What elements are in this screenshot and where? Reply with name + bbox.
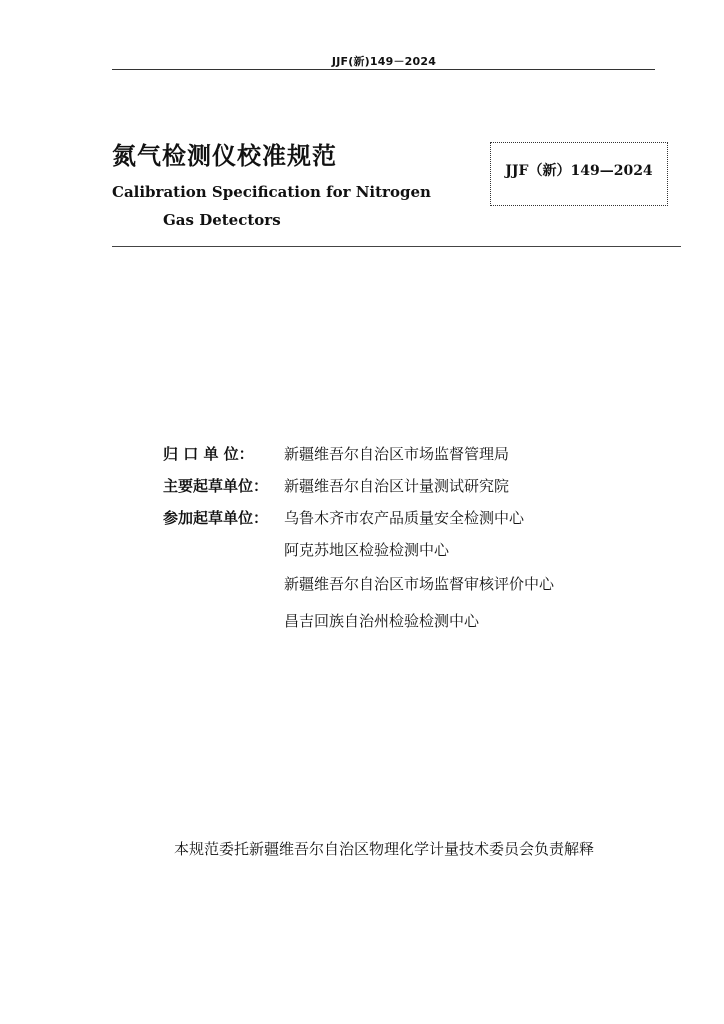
organizations-block (163, 438, 554, 640)
document-title-english (112, 178, 432, 234)
running-header: JJF(新)149－2024 (331, 55, 437, 68)
responsible-unit-label: 归 口 单 位： (163, 445, 254, 463)
english-title-line-1: Calibration Specification for Nitrogen (112, 183, 431, 201)
participating-unit-value-2: 阿克苏地区检验检测中心 (284, 541, 450, 559)
english-title-line-2: Gas Detectors (163, 211, 281, 229)
main-drafting-unit-value: 新疆维吾尔自治区计量测试研究院 (284, 477, 510, 495)
participating-unit-row (163, 502, 554, 534)
main-drafting-unit-label: 主要起草单位： (163, 477, 269, 495)
main-drafting-unit-row (163, 470, 554, 502)
responsible-unit-row (163, 438, 554, 470)
interpretation-note: 本规范委托新疆维吾尔自治区物理化学计量技术委员会负责解释 (173, 840, 594, 858)
document-title-chinese: 氮气检测仪校准规范 (112, 142, 337, 170)
title-divider (112, 246, 681, 247)
participating-unit-value-1: 乌鲁木齐市农产品质量安全检测中心 (284, 509, 525, 527)
participating-unit-value-4: 昌吉回族自治州检验检测中心 (284, 612, 480, 630)
participating-unit-value-3: 新疆维吾尔自治区市场监督审核评价中心 (284, 575, 555, 593)
participating-unit-label: 参加起草单位： (163, 509, 269, 527)
responsible-unit-value: 新疆维吾尔自治区市场监督管理局 (284, 445, 510, 463)
specification-code-box (490, 142, 668, 206)
specification-code: JJF（新）149—2024 (505, 163, 653, 179)
participating-units-list (284, 534, 554, 640)
header-divider (112, 69, 655, 70)
